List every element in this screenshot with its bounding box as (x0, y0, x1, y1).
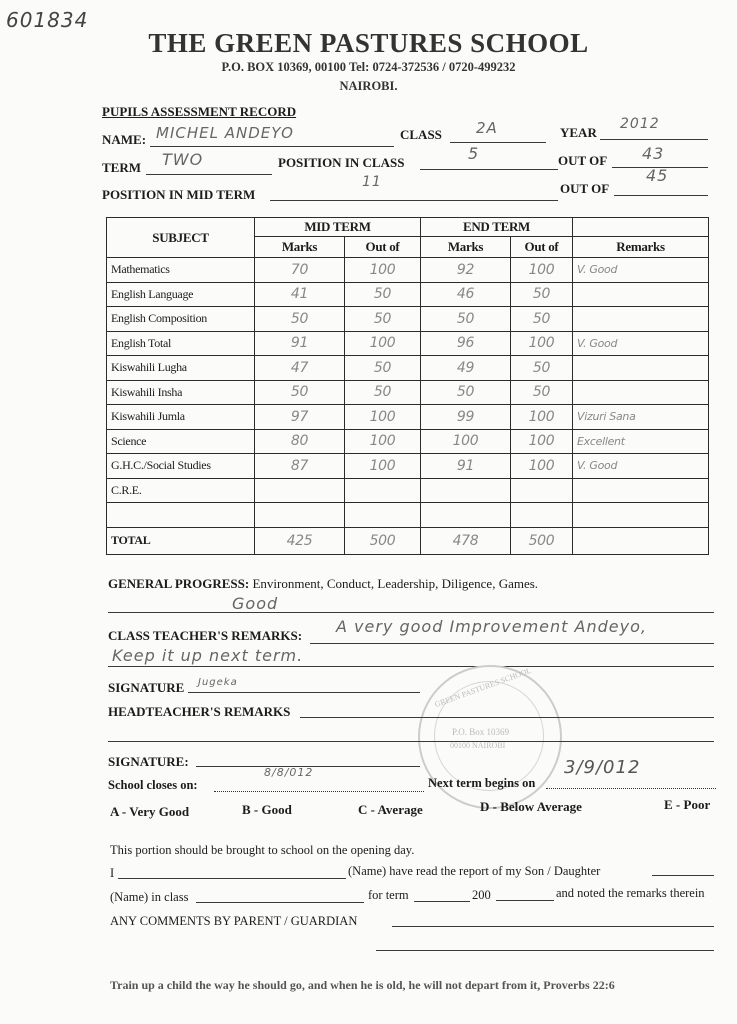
subject-header: SUBJECT (107, 218, 255, 258)
slip-year-prefix: 200 (472, 888, 491, 902)
end-marks-cell: 96 (421, 331, 511, 356)
mid-position-line (270, 200, 558, 201)
end-marks-cell: 46 (421, 282, 511, 307)
total-remarks (573, 527, 709, 554)
mid-term-header: MID TERM (255, 218, 421, 237)
mid-marks-cell: 47 (255, 356, 345, 381)
mid-marks-cell: 41 (255, 282, 345, 307)
subject-cell: C.R.E. (107, 478, 255, 503)
remarks-cell (573, 307, 709, 332)
mid-out-of-cell: 50 (345, 380, 421, 405)
slip-term-line (414, 901, 470, 902)
mid-out-of-cell: 100 (345, 429, 421, 454)
stamp-text: GREEN PASTURES SCHOOL (433, 665, 533, 710)
position-value: 5 (468, 144, 480, 163)
mid-marks-cell: 87 (255, 454, 345, 479)
mid-out-of-cell: 100 (345, 258, 421, 283)
subject-cell: Kiswahili Insha (107, 380, 255, 405)
signature-value: Jugeka (198, 677, 238, 688)
name-line (150, 146, 394, 147)
end-out-of-cell (511, 478, 573, 503)
mid-position-label: POSITION IN MID TERM (102, 187, 256, 202)
remarks-cell (573, 478, 709, 503)
class-teacher-remark-2: Keep it up next term. (112, 646, 304, 665)
mid-marks-cell: 50 (255, 380, 345, 405)
table-row (107, 380, 709, 405)
end-out-of-cell: 50 (511, 356, 573, 381)
slip-intro: This portion should be brought to school on the opening day. (110, 843, 415, 857)
signature2-label: SIGNATURE: (108, 754, 189, 769)
mid-position-value: 11 (362, 174, 382, 190)
slip-i-label: I (110, 866, 115, 880)
stamp-code: 00100 NAIROBI (450, 741, 506, 750)
remarks-cell: Excellent (573, 429, 709, 454)
remarks-cell: V. Good (573, 258, 709, 283)
headteacher-line-1 (300, 717, 714, 718)
mid-marks-cell: 50 (255, 307, 345, 332)
mid-marks-cell: 91 (255, 331, 345, 356)
year-label: YEAR (560, 125, 597, 140)
end-out-of-cell: 100 (511, 429, 573, 454)
class-teacher-label: CLASS TEACHER'S REMARKS: (108, 628, 303, 643)
slip-in-class: (Name) in class (110, 890, 189, 904)
grade-d: D - Below Average (480, 799, 582, 814)
end-out-of-cell (511, 503, 573, 528)
class-label: CLASS (400, 127, 442, 142)
signature-label: SIGNATURE (108, 680, 185, 695)
remarks-cell (573, 356, 709, 381)
teacher-line-2 (108, 666, 714, 667)
mid-out-of-cell (345, 503, 421, 528)
grade-e: E - Poor (664, 797, 711, 812)
year-value: 2012 (620, 116, 660, 132)
position-label: POSITION IN CLASS (278, 155, 405, 170)
total-row (107, 527, 709, 554)
end-marks-cell: 91 (421, 454, 511, 479)
subject-cell: G.H.C./Social Studies (107, 454, 255, 479)
class-line (450, 142, 546, 143)
remarks-cell: Vizuri Sana (573, 405, 709, 430)
mid-marks-cell: 70 (255, 258, 345, 283)
out-of-label: OUT OF (558, 153, 608, 168)
end-out-of-cell: 100 (511, 405, 573, 430)
subject-cell: Science (107, 429, 255, 454)
end-marks-cell (421, 503, 511, 528)
mid-marks-cell (255, 478, 345, 503)
closes-line (214, 791, 424, 792)
mid-marks-cell: 80 (255, 429, 345, 454)
end-marks-cell (421, 478, 511, 503)
slip-name-line (118, 878, 346, 879)
subject-cell: Mathematics (107, 258, 255, 283)
subject-cell: English Composition (107, 307, 255, 332)
grade-b: B - Good (242, 802, 292, 817)
subject-cell (107, 503, 255, 528)
mid-out-of-cell (345, 478, 421, 503)
year-line (600, 139, 708, 140)
school-address: P.O. BOX 10369, 00100 Tel: 0724-372536 / 0720-499232 (221, 60, 516, 74)
closes-label: School closes on: (108, 778, 198, 792)
class-value: 2A (476, 119, 498, 137)
signature-line (188, 692, 420, 693)
subject-cell: Kiswahili Jumla (107, 405, 255, 430)
end-out-of-header: Out of (511, 237, 573, 258)
document-number: 601834 (6, 8, 89, 32)
table-row (107, 405, 709, 430)
end-marks-cell: 92 (421, 258, 511, 283)
end-out-of-cell: 50 (511, 380, 573, 405)
grade-c: C - Average (358, 802, 423, 817)
slip-comments-line-1 (392, 926, 714, 927)
end-marks-header: Marks (421, 237, 511, 258)
general-progress-criteria: Environment, Conduct, Leadership, Diligence, Games. (252, 576, 539, 591)
mid-out-of-cell: 100 (345, 331, 421, 356)
progress-line (108, 612, 714, 613)
end-marks-cell: 49 (421, 356, 511, 381)
remarks-cell: V. Good (573, 331, 709, 356)
slip-year-line (496, 900, 554, 901)
remarks-cell (573, 282, 709, 307)
table-row (107, 307, 709, 332)
next-term-value: 3/9/012 (564, 757, 641, 778)
mid-out-of-cell: 50 (345, 356, 421, 381)
end-out-of-cell: 100 (511, 258, 573, 283)
general-progress (108, 576, 538, 592)
subject-cell: Kiswahili Lugha (107, 356, 255, 381)
remarks-header: Remarks (573, 237, 709, 258)
stamp-box: P.O. Box 10369 (452, 727, 510, 737)
grade-a: A - Very Good (110, 804, 190, 819)
slip-have-read: (Name) have read the report of my Son / Daughter (348, 864, 601, 878)
term-label: TERM (102, 160, 141, 175)
next-term-label: Next term begins on (428, 776, 536, 790)
table-row (107, 356, 709, 381)
slip-child-line (652, 875, 714, 876)
table-row (107, 454, 709, 479)
table-row (107, 331, 709, 356)
marks-body (107, 258, 709, 555)
end-out-of-cell: 100 (511, 454, 573, 479)
slip-noted: and noted the remarks therein (556, 886, 705, 900)
end-marks-cell: 100 (421, 429, 511, 454)
end-marks-cell: 50 (421, 380, 511, 405)
total-label: TOTAL (107, 527, 255, 554)
remarks-cell: V. Good (573, 454, 709, 479)
total-end-marks: 478 (421, 527, 511, 554)
slip-comments-label: ANY COMMENTS BY PARENT / GUARDIAN (110, 914, 358, 928)
table-row (107, 258, 709, 283)
remarks-cell (573, 380, 709, 405)
slip-comments-line-2 (376, 950, 714, 951)
remarks-cell (573, 503, 709, 528)
end-marks-cell: 50 (421, 307, 511, 332)
school-name: THE GREEN PASTURES SCHOOL (148, 28, 589, 58)
mid-out-of-label: OUT OF (560, 181, 610, 196)
mid-out-of-cell: 50 (345, 282, 421, 307)
slip-class-line (196, 902, 364, 903)
mid-out-of-value: 45 (646, 166, 669, 185)
mid-out-of-cell: 100 (345, 405, 421, 430)
end-out-of-cell: 100 (511, 331, 573, 356)
subject-cell: English Total (107, 331, 255, 356)
slip-for-term: for term (368, 888, 409, 902)
position-line (420, 169, 558, 170)
mid-out-of-line (614, 195, 708, 196)
marks-table (106, 217, 709, 555)
footer-verse: Train up a child the way he should go, and when he is old, he will not depart from it, Proverbs 22:6 (110, 978, 615, 992)
remarks-header-top (573, 218, 709, 237)
headteacher-line-2 (108, 741, 714, 742)
mid-out-of-cell: 100 (345, 454, 421, 479)
total-end-out: 500 (511, 527, 573, 554)
end-term-header: END TERM (421, 218, 573, 237)
table-row (107, 503, 709, 528)
class-teacher-remark-1: A very good Improvement Andeyo, (336, 617, 647, 636)
total-mid-marks: 425 (255, 527, 345, 554)
general-progress-label: GENERAL PROGRESS: (108, 576, 250, 591)
mid-marks-cell: 97 (255, 405, 345, 430)
headteacher-label: HEADTEACHER'S REMARKS (108, 704, 291, 719)
term-line (146, 174, 272, 175)
term-value: TWO (162, 150, 204, 169)
closes-value: 8/8/012 (264, 766, 314, 779)
total-mid-out: 500 (345, 527, 421, 554)
out-of-value: 43 (642, 144, 665, 163)
table-row (107, 478, 709, 503)
record-title: PUPILS ASSESSMENT RECORD (102, 104, 297, 119)
mid-marks-cell (255, 503, 345, 528)
subject-cell: English Language (107, 282, 255, 307)
end-marks-cell: 99 (421, 405, 511, 430)
end-out-of-cell: 50 (511, 307, 573, 332)
general-progress-value: Good (232, 594, 279, 613)
table-row (107, 429, 709, 454)
mid-marks-header: Marks (255, 237, 345, 258)
school-city: NAIROBI. (339, 79, 398, 93)
name-label: NAME: (102, 132, 147, 147)
end-out-of-cell: 50 (511, 282, 573, 307)
name-value: MICHEL ANDEYO (156, 124, 294, 142)
mid-out-of-header: Out of (345, 237, 421, 258)
table-row (107, 282, 709, 307)
mid-out-of-cell: 50 (345, 307, 421, 332)
teacher-line-1 (310, 643, 714, 644)
next-term-line (546, 788, 716, 789)
